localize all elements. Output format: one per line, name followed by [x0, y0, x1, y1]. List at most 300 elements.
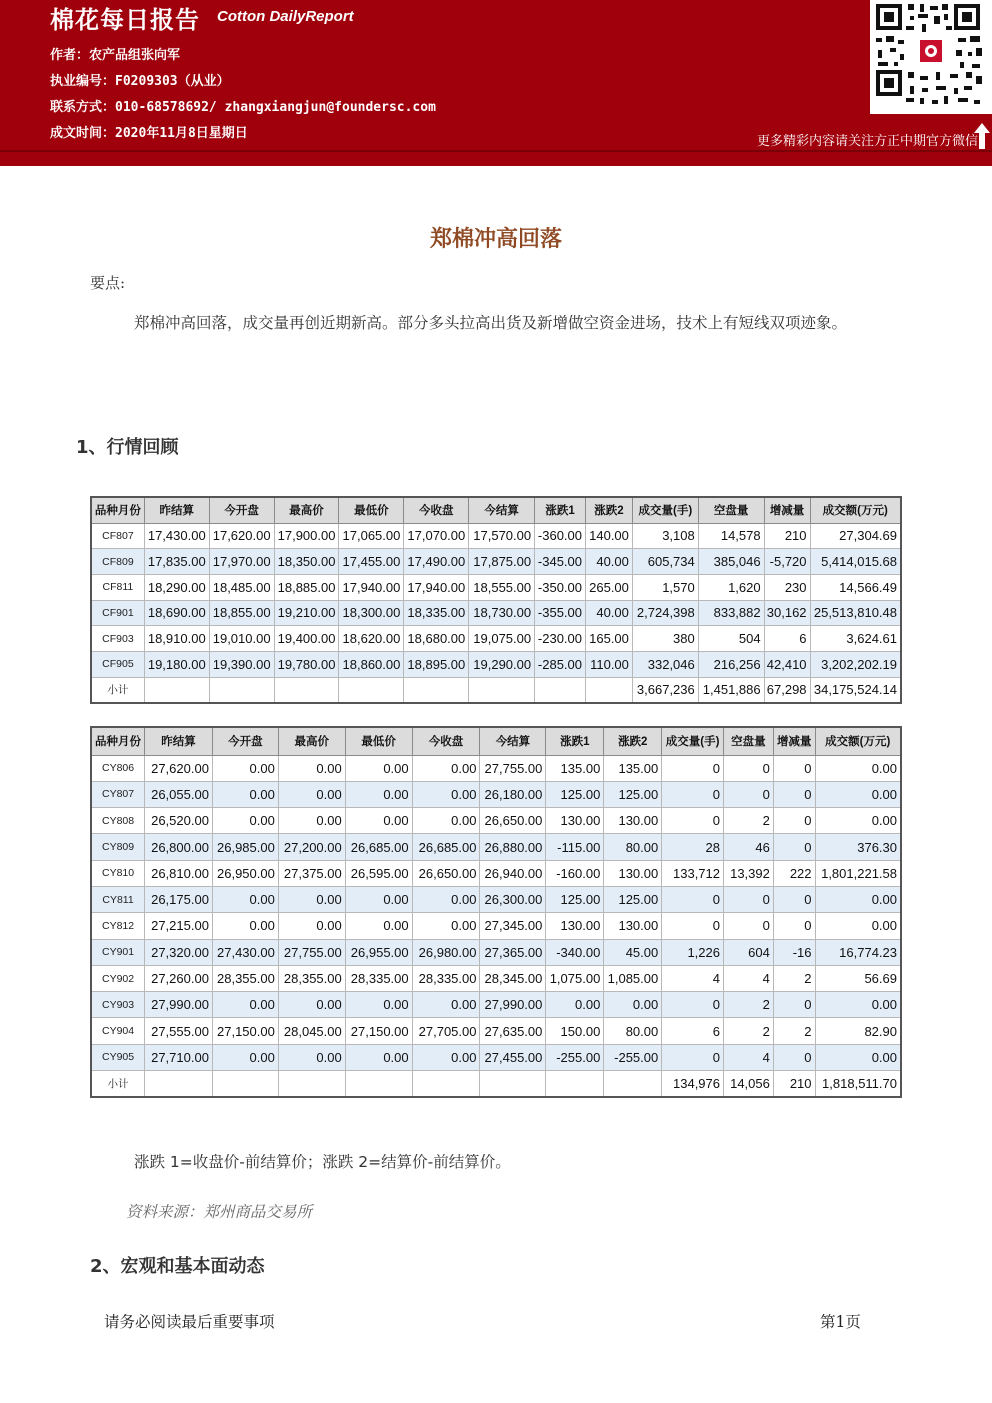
table-cell: 125.00 [604, 886, 662, 912]
table-cell: 0.00 [815, 913, 901, 939]
table-cell: 26,650.00 [480, 808, 546, 834]
table-cell: CY809 [91, 834, 145, 860]
table-cell: 5,414,015.68 [810, 549, 901, 575]
table-cell: 222 [773, 860, 815, 886]
table-cell: 1,085.00 [604, 965, 662, 991]
table-cell: 265.00 [586, 574, 633, 600]
column-header: 成交额(万元) [810, 497, 901, 523]
table-cell: 26,950.00 [212, 860, 278, 886]
table-cell: 26,650.00 [412, 860, 480, 886]
table-cell [535, 677, 586, 703]
table-cell: 130.00 [546, 913, 604, 939]
table-cell: 27,375.00 [278, 860, 345, 886]
table-cell: 26,595.00 [345, 860, 412, 886]
table-cell: 17,065.00 [339, 523, 404, 549]
wechat-note: 更多精彩内容请关注方正中期官方微信 [756, 134, 978, 149]
cf-futures-table [90, 496, 902, 704]
table-cell: -360.00 [535, 523, 586, 549]
table-cell: 18,895.00 [404, 651, 469, 677]
table-cell: 2,724,398 [632, 600, 698, 626]
table-cell: -345.00 [535, 549, 586, 575]
table-cell: 0 [662, 913, 724, 939]
table-cell: CY812 [91, 913, 145, 939]
table-cell: 17,430.00 [144, 523, 209, 549]
table-cell: 19,210.00 [274, 600, 339, 626]
table-cell [586, 677, 633, 703]
table-cell: -5,720 [764, 549, 810, 575]
table-cell: 0.00 [212, 808, 278, 834]
table-cell: 3,667,236 [632, 677, 698, 703]
table-cell: 0.00 [278, 886, 345, 912]
table-cell: 0.00 [345, 992, 412, 1018]
license-line [50, 70, 230, 89]
table-header-row [91, 727, 901, 755]
table-row [91, 549, 901, 575]
table-cell: 18,290.00 [144, 574, 209, 600]
table-cell: 27,620.00 [145, 755, 213, 781]
table-cell: 0.00 [815, 992, 901, 1018]
table-cell: 27,555.00 [145, 1018, 213, 1044]
table-cell: 18,620.00 [339, 626, 404, 652]
table-cell: 18,350.00 [274, 549, 339, 575]
table-cell: 26,980.00 [412, 939, 480, 965]
cy-futures-table [90, 726, 902, 1098]
report-title-en: Cotton DailyReport [217, 8, 354, 25]
table-cell: 27,150.00 [345, 1018, 412, 1044]
column-header: 涨跌2 [586, 497, 633, 523]
table-cell: 0.00 [345, 886, 412, 912]
table-cell: 1,226 [662, 939, 724, 965]
table-cell: 28,355.00 [278, 965, 345, 991]
table-row [91, 860, 901, 886]
table-cell: 26,175.00 [145, 886, 213, 912]
table-row [91, 523, 901, 549]
table-cell: -355.00 [535, 600, 586, 626]
table-row [91, 600, 901, 626]
table-cell: 833,882 [698, 600, 764, 626]
table-cell: 2 [724, 992, 774, 1018]
table-cell: -160.00 [546, 860, 604, 886]
table-cell: 45.00 [604, 939, 662, 965]
table-cell: 0.00 [212, 992, 278, 1018]
table-cell: 0.00 [278, 755, 345, 781]
table-row [91, 574, 901, 600]
table-cell [212, 1071, 278, 1097]
table-cell: 0.00 [604, 992, 662, 1018]
table-row [91, 651, 901, 677]
table-cell: 3,108 [632, 523, 698, 549]
table-cell: 0.00 [815, 886, 901, 912]
table-row [91, 913, 901, 939]
table-cell [278, 1071, 345, 1097]
table-cell: 27,260.00 [145, 965, 213, 991]
table-cell: 0.00 [412, 1044, 480, 1070]
contact-line [50, 96, 436, 115]
table-cell: 1,801,221.58 [815, 860, 901, 886]
author-label: 作者： [50, 48, 90, 63]
table-cell: 0.00 [412, 808, 480, 834]
table-cell: 210 [764, 523, 810, 549]
table-cell: 0 [724, 781, 774, 807]
table-cell: -255.00 [546, 1044, 604, 1070]
table-row [91, 808, 901, 834]
table-cell: 0.00 [412, 886, 480, 912]
table-cell: 0.00 [815, 781, 901, 807]
table-cell: 210 [773, 1071, 815, 1097]
table-cell: 26,055.00 [145, 781, 213, 807]
table-cell [144, 677, 209, 703]
table-cell: 0 [773, 886, 815, 912]
table-cell: 28 [662, 834, 724, 860]
table-cell: 17,455.00 [339, 549, 404, 575]
table-cell: 0.00 [212, 913, 278, 939]
table-cell: 135.00 [604, 755, 662, 781]
table-cell: 14,056 [724, 1071, 774, 1097]
table-cell: 0 [662, 808, 724, 834]
table-cell: 40.00 [586, 549, 633, 575]
table-cell: 26,520.00 [145, 808, 213, 834]
table-cell: 小计 [91, 1071, 145, 1097]
table-cell [604, 1071, 662, 1097]
table-cell [274, 677, 339, 703]
table-cell: 0.00 [278, 1044, 345, 1070]
table-cell: 3,202,202.19 [810, 651, 901, 677]
column-header: 今开盘 [209, 497, 274, 523]
date-label: 成文时间： [50, 126, 116, 141]
table-cell: 17,940.00 [339, 574, 404, 600]
key-points-label: 要点: [90, 274, 126, 292]
table-cell: 34,175,524.14 [810, 677, 901, 703]
table-row [91, 886, 901, 912]
table-cell: 0 [773, 1044, 815, 1070]
column-header: 增减量 [764, 497, 810, 523]
column-header: 品种月份 [91, 497, 144, 523]
column-header: 今收盘 [412, 727, 480, 755]
table-cell: 18,730.00 [469, 600, 535, 626]
table-cell: -255.00 [604, 1044, 662, 1070]
table-cell: 27,215.00 [145, 913, 213, 939]
up-arrow-icon [974, 123, 990, 149]
table-cell [412, 1071, 480, 1097]
table-row [91, 677, 901, 703]
table-cell: 26,180.00 [480, 781, 546, 807]
table-cell: 56.69 [815, 965, 901, 991]
table-row [91, 755, 901, 781]
table-cell: 0.00 [278, 913, 345, 939]
table-cell: 小计 [91, 677, 144, 703]
table-cell: 0 [662, 886, 724, 912]
table-cell: 165.00 [586, 626, 633, 652]
table-cell: 604 [724, 939, 774, 965]
column-header: 空盘量 [724, 727, 774, 755]
table-cell: 150.00 [546, 1018, 604, 1044]
table-cell: 27,705.00 [412, 1018, 480, 1044]
table-cell: 1,451,886 [698, 677, 764, 703]
table-cell: CF807 [91, 523, 144, 549]
table-cell: 0 [773, 781, 815, 807]
table-cell: CF903 [91, 626, 144, 652]
table-cell: 18,680.00 [404, 626, 469, 652]
table-cell: 0.00 [815, 755, 901, 781]
table-row [91, 626, 901, 652]
author-line [50, 44, 180, 63]
table-cell: 385,046 [698, 549, 764, 575]
table-cell: 0.00 [546, 992, 604, 1018]
table-cell: 27,430.00 [212, 939, 278, 965]
license-value: F0209303（从业） [115, 74, 230, 89]
table-cell: -350.00 [535, 574, 586, 600]
table-cell: 19,780.00 [274, 651, 339, 677]
table-cell: 18,300.00 [339, 600, 404, 626]
table-cell: 17,970.00 [209, 549, 274, 575]
table-cell [209, 677, 274, 703]
data-source: 资料来源：郑州商品交易所 [126, 1203, 313, 1221]
contact-label: 联系方式： [50, 100, 116, 115]
author-value: 农产品组张向军 [89, 48, 181, 63]
table-cell: 16,774.23 [815, 939, 901, 965]
table-cell: 4 [724, 1044, 774, 1070]
table-cell: 0.00 [278, 781, 345, 807]
table-cell: 1,818,511.70 [815, 1071, 901, 1097]
table-row [91, 992, 901, 1018]
table-cell: 504 [698, 626, 764, 652]
table-cell: 0 [773, 755, 815, 781]
table-cell: 17,070.00 [404, 523, 469, 549]
table-cell [480, 1071, 546, 1097]
table-cell: 0 [662, 781, 724, 807]
table-cell: CY810 [91, 860, 145, 886]
column-header: 涨跌1 [546, 727, 604, 755]
table-cell: 19,390.00 [209, 651, 274, 677]
table-cell: CF809 [91, 549, 144, 575]
table-cell: 133,712 [662, 860, 724, 886]
table-cell: -16 [773, 939, 815, 965]
table-cell: CY806 [91, 755, 145, 781]
table-cell: 28,045.00 [278, 1018, 345, 1044]
table-cell: 0.00 [412, 992, 480, 1018]
table-cell: CY905 [91, 1044, 145, 1070]
table-cell: 19,400.00 [274, 626, 339, 652]
table-cell: CY811 [91, 886, 145, 912]
table-cell: 0.00 [345, 808, 412, 834]
table-cell: 27,320.00 [145, 939, 213, 965]
table-cell: 134,976 [662, 1071, 724, 1097]
column-header: 今开盘 [212, 727, 278, 755]
table-row [91, 1044, 901, 1070]
column-header: 最低价 [345, 727, 412, 755]
table-row [91, 834, 901, 860]
table-cell: 110.00 [586, 651, 633, 677]
table-cell: -230.00 [535, 626, 586, 652]
table-cell: 332,046 [632, 651, 698, 677]
table-cell: 27,200.00 [278, 834, 345, 860]
table-row [91, 1071, 901, 1097]
table-cell: 27,755.00 [278, 939, 345, 965]
table-cell: 27,990.00 [145, 992, 213, 1018]
table-cell: 26,955.00 [345, 939, 412, 965]
table-cell: 26,880.00 [480, 834, 546, 860]
table-cell: 0 [662, 755, 724, 781]
table-cell: 18,555.00 [469, 574, 535, 600]
column-header: 涨跌1 [535, 497, 586, 523]
table-cell: 130.00 [604, 913, 662, 939]
column-header: 品种月份 [91, 727, 145, 755]
column-header: 最低价 [339, 497, 404, 523]
report-title: 棉花每日报告 [50, 6, 200, 34]
table-row [91, 1018, 901, 1044]
column-header: 最高价 [278, 727, 345, 755]
column-header: 成交量(手) [632, 497, 698, 523]
table-cell: 0.00 [815, 808, 901, 834]
table-cell: 380 [632, 626, 698, 652]
table-row [91, 965, 901, 991]
table-cell: 0.00 [345, 913, 412, 939]
table-cell [469, 677, 535, 703]
table-cell: CY903 [91, 992, 145, 1018]
table-cell: 130.00 [604, 808, 662, 834]
table-cell [404, 677, 469, 703]
table-cell: 19,180.00 [144, 651, 209, 677]
table-cell: 2 [773, 965, 815, 991]
table-cell [339, 677, 404, 703]
table-cell: 4 [724, 965, 774, 991]
table-cell: 4 [662, 965, 724, 991]
table-cell: 27,990.00 [480, 992, 546, 1018]
date-value: 2020年11月8日星期日 [115, 126, 248, 141]
table-cell: 0 [662, 1044, 724, 1070]
table-cell: 17,900.00 [274, 523, 339, 549]
table-cell: 14,578 [698, 523, 764, 549]
table-cell: 0.00 [412, 913, 480, 939]
table-cell: 0.00 [412, 781, 480, 807]
table-cell: 28,335.00 [345, 965, 412, 991]
table-row [91, 781, 901, 807]
table-cell: 14,566.49 [810, 574, 901, 600]
table-cell: 2 [773, 1018, 815, 1044]
table-cell: 18,910.00 [144, 626, 209, 652]
table-cell: 0.00 [212, 781, 278, 807]
column-header: 成交额(万元) [815, 727, 901, 755]
table-cell: -115.00 [546, 834, 604, 860]
table-cell: 67,298 [764, 677, 810, 703]
table-cell: 30,162 [764, 600, 810, 626]
table-cell: 18,485.00 [209, 574, 274, 600]
column-header: 增减量 [773, 727, 815, 755]
table-cell: 0.00 [345, 781, 412, 807]
table-cell: 140.00 [586, 523, 633, 549]
table-cell: 125.00 [546, 781, 604, 807]
document-title: 郑棉冲高回落 [429, 227, 562, 252]
table-cell: CY807 [91, 781, 145, 807]
table-cell: 376.30 [815, 834, 901, 860]
table-cell: 0 [724, 755, 774, 781]
table-cell: 0.00 [278, 808, 345, 834]
table-cell: CY901 [91, 939, 145, 965]
table-cell: 18,335.00 [404, 600, 469, 626]
table-cell: 2 [724, 1018, 774, 1044]
contact-value[interactable]: 010-68578692/ zhangxiangjun@foundersc.com [115, 100, 436, 115]
header-bottom-band [0, 152, 992, 166]
table-cell: 17,490.00 [404, 549, 469, 575]
table-cell: CF905 [91, 651, 144, 677]
table-cell: 17,940.00 [404, 574, 469, 600]
table-cell: 28,335.00 [412, 965, 480, 991]
table-cell: 2 [724, 808, 774, 834]
table-cell: 18,855.00 [209, 600, 274, 626]
table-cell: 0.00 [345, 1044, 412, 1070]
table-cell: 18,885.00 [274, 574, 339, 600]
table-cell: 0.00 [412, 755, 480, 781]
qr-code-icon [870, 0, 992, 114]
table-cell: 18,860.00 [339, 651, 404, 677]
column-header: 涨跌2 [604, 727, 662, 755]
table-cell: 125.00 [604, 781, 662, 807]
column-header: 成交量(手) [662, 727, 724, 755]
table-cell: 27,150.00 [212, 1018, 278, 1044]
table-cell: 27,635.00 [480, 1018, 546, 1044]
table-cell: 0 [773, 913, 815, 939]
date-line [50, 122, 248, 141]
table-cell: 27,710.00 [145, 1044, 213, 1070]
column-header: 最高价 [274, 497, 339, 523]
table-cell: 0 [773, 834, 815, 860]
table-cell: CY808 [91, 808, 145, 834]
key-points-text: 郑棉冲高回落，成交量再创近期新高。部分多头拉高出货及新增做空资金进场，技术上有短线双项迹象。 [134, 314, 848, 332]
table-cell: 26,810.00 [145, 860, 213, 886]
table-cell: 26,800.00 [145, 834, 213, 860]
column-header: 今收盘 [404, 497, 469, 523]
column-header: 昨结算 [145, 727, 213, 755]
table-cell: CY904 [91, 1018, 145, 1044]
table-cell: 0 [724, 886, 774, 912]
table-cell: 1,075.00 [546, 965, 604, 991]
table-cell: 0.00 [815, 1044, 901, 1070]
column-header: 今结算 [469, 497, 535, 523]
table-cell: 130.00 [546, 808, 604, 834]
table-cell: 13,392 [724, 860, 774, 886]
table-cell: 0 [724, 913, 774, 939]
table-cell: 0.00 [212, 1044, 278, 1070]
table-cell: 19,010.00 [209, 626, 274, 652]
column-header: 昨结算 [144, 497, 209, 523]
column-header: 空盘量 [698, 497, 764, 523]
table-cell: 27,345.00 [480, 913, 546, 939]
table-cell: 26,300.00 [480, 886, 546, 912]
table-cell: 125.00 [546, 886, 604, 912]
table-cell: 26,985.00 [212, 834, 278, 860]
page-number: 第1页 [820, 1313, 861, 1331]
table-cell: 28,355.00 [212, 965, 278, 991]
table-cell: 0 [662, 992, 724, 1018]
section-heading-macro: 2、宏观和基本面动态 [90, 1256, 265, 1277]
section-heading-market-review: 1、行情回顾 [76, 437, 179, 458]
table-cell: 0.00 [278, 992, 345, 1018]
table-cell: 6 [662, 1018, 724, 1044]
table-cell: -285.00 [535, 651, 586, 677]
column-header: 今结算 [480, 727, 546, 755]
table-cell: 17,620.00 [209, 523, 274, 549]
table-row [91, 939, 901, 965]
table-cell: -340.00 [546, 939, 604, 965]
table-cell: 26,940.00 [480, 860, 546, 886]
table-cell: 1,620 [698, 574, 764, 600]
table-cell: 27,365.00 [480, 939, 546, 965]
table-cell: 42,410 [764, 651, 810, 677]
table-cell [345, 1071, 412, 1097]
table-cell: 216,256 [698, 651, 764, 677]
table-cell: 0 [773, 808, 815, 834]
table-cell: 3,624.61 [810, 626, 901, 652]
